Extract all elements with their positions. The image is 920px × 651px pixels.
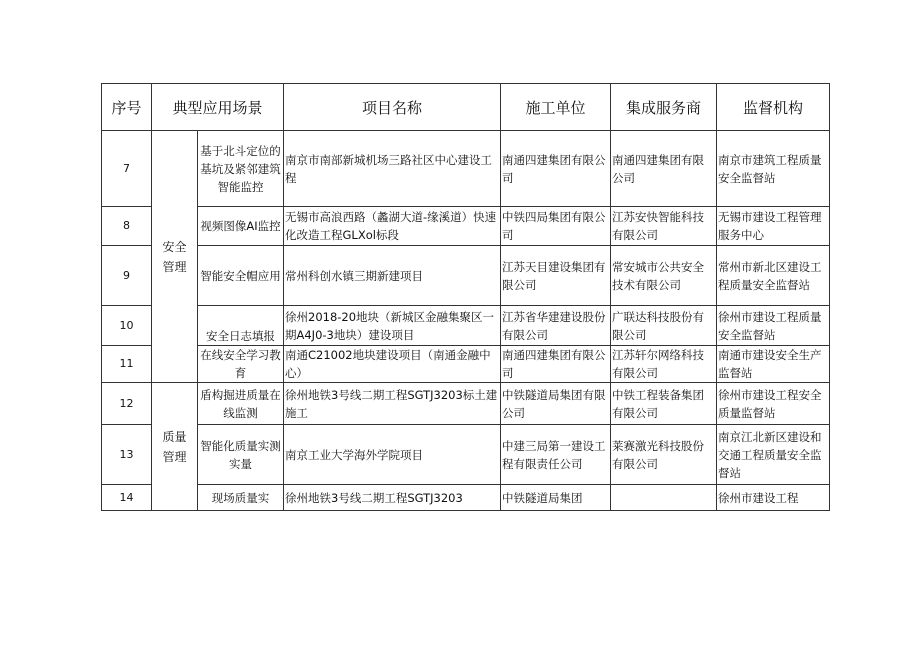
builder-cell: 中铁隧道局集团 xyxy=(501,485,611,511)
header-project: 项目名称 xyxy=(284,84,501,131)
project-cell: 徐州地铁3号线二期工程SGTJ3203 xyxy=(284,485,501,511)
supervisor-cell: 徐州市建设工程安全质量监督站 xyxy=(717,383,830,425)
supervisor-cell: 南京市建筑工程质量安全监督站 xyxy=(717,131,830,207)
integrator-cell: 江苏轩尔网络科技有限公司 xyxy=(611,346,717,383)
project-cell: 无锡市高浪西路（蠡湖大道-缘溪道）快速化改造工程GLXol标段 xyxy=(284,207,501,246)
scene-cell: 智能化质量实测实量 xyxy=(198,425,284,485)
builder-cell: 江苏省华建建设股份有限公司 xyxy=(501,306,611,346)
header-supervisor: 监督机构 xyxy=(717,84,830,131)
table-row xyxy=(102,346,830,383)
header-scene: 典型应用场景 xyxy=(152,84,284,131)
project-cell: 南京市南部新城机场三路社区中心建设工程 xyxy=(284,131,501,207)
builder-cell: 南通四建集团有限公司 xyxy=(501,131,611,207)
scene-cell: 基于北斗定位的基坑及紧邻建筑智能监控 xyxy=(198,131,284,207)
integrator-cell: 广联达科技股份有限公司 xyxy=(611,306,717,346)
row-number: 10 xyxy=(102,306,152,346)
table-row xyxy=(102,485,830,511)
scene-cell: 智能安全帽应用 xyxy=(198,246,284,306)
header-integrator: 集成服务商 xyxy=(611,84,717,131)
builder-cell: 南通四建集团有限公司 xyxy=(501,346,611,383)
integrator-cell: 南通四建集团有限公司 xyxy=(611,131,717,207)
supervisor-cell: 常州市新北区建设工程质量安全监督站 xyxy=(717,246,830,306)
row-number: 12 xyxy=(102,383,152,425)
scene-cell: 视频图像AI监控 xyxy=(198,207,284,246)
project-cell: 常州科创水镇三期新建项目 xyxy=(284,246,501,306)
category-label: 质量管理 xyxy=(162,429,187,464)
table-row xyxy=(102,425,830,485)
integrator-cell: 中铁工程装备集团有限公司 xyxy=(611,383,717,425)
row-number: 13 xyxy=(102,425,152,485)
builder-cell: 江苏天目建设集团有限公司 xyxy=(501,246,611,306)
builder-cell: 中铁四局集团有限公司 xyxy=(501,207,611,246)
supervisor-cell: 无锡市建设工程管理服务中心 xyxy=(717,207,830,246)
supervisor-cell: 徐州市建设工程 xyxy=(717,485,830,511)
header-builder: 施工单位 xyxy=(501,84,611,131)
table-header-row xyxy=(102,84,830,131)
table-row xyxy=(102,131,830,207)
table-row xyxy=(102,246,830,306)
scene-cell: 在线安全学习教育 xyxy=(198,346,284,383)
scene-cell: 安全日志填报 xyxy=(198,306,284,346)
project-table xyxy=(101,83,830,511)
project-cell: 徐州2018-20地块（新城区金融集聚区一期A4J0-3地块）建设项目 xyxy=(284,306,501,346)
row-number: 14 xyxy=(102,485,152,511)
scene-cell: 盾构掘进质量在线监测 xyxy=(198,383,284,425)
supervisor-cell: 南通市建设安全生产监督站 xyxy=(717,346,830,383)
table-row xyxy=(102,383,830,425)
scene-cell: 现场质量实 xyxy=(198,485,284,511)
category-label: 安全管理 xyxy=(162,239,187,274)
project-cell: 南京工业大学海外学院项目 xyxy=(284,425,501,485)
row-number: 7 xyxy=(102,131,152,207)
project-cell: 徐州地铁3号线二期工程SGTJ3203标土建施工 xyxy=(284,383,501,425)
builder-cell: 中建三局第一建设工程有限责任公司 xyxy=(501,425,611,485)
builder-cell: 中铁隧道局集团有限公司 xyxy=(501,383,611,425)
integrator-cell: 常安城市公共安全技术有限公司 xyxy=(611,246,717,306)
integrator-cell: 江苏安快智能科技有限公司 xyxy=(611,207,717,246)
integrator-cell: 莱赛激光科技股份有限公司 xyxy=(611,425,717,485)
table-row xyxy=(102,207,830,246)
row-number: 9 xyxy=(102,246,152,306)
row-number: 11 xyxy=(102,346,152,383)
integrator-cell xyxy=(611,485,717,511)
project-cell: 南通C21002地块建设项目（南通金融中心） xyxy=(284,346,501,383)
table-row xyxy=(102,306,830,346)
supervisor-cell: 南京江北新区建设和交通工程质量安全监督站 xyxy=(717,425,830,485)
row-number: 8 xyxy=(102,207,152,246)
header-no: 序号 xyxy=(102,84,152,131)
category-safety xyxy=(152,131,198,383)
category-quality xyxy=(152,383,198,511)
supervisor-cell: 徐州市建设工程质量安全监督站 xyxy=(717,306,830,346)
